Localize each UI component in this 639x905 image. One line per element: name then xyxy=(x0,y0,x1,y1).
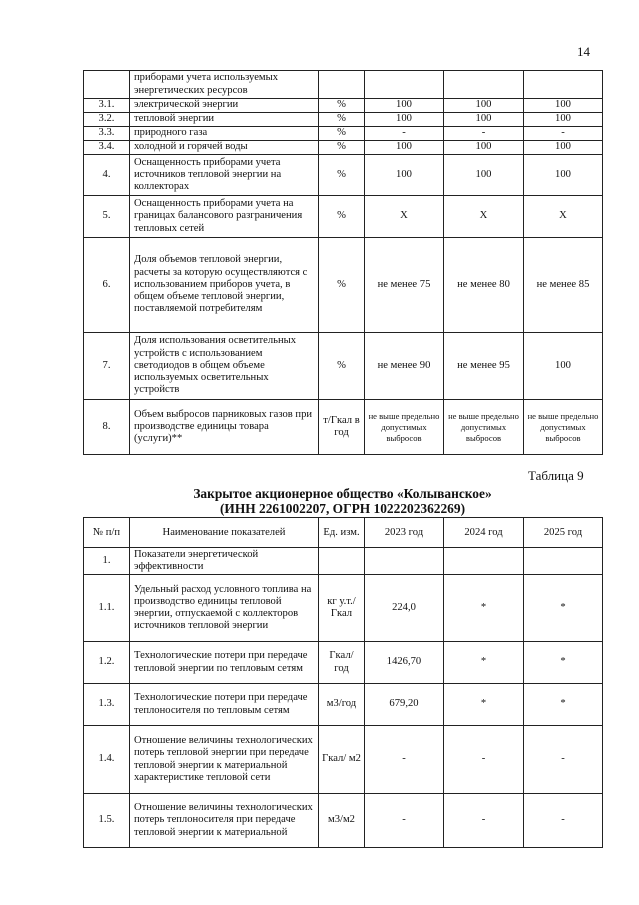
indicator-name: Объем выбросов парниковых газов при производстве единицы товара (услуги)** xyxy=(130,400,319,455)
unit-cell: % xyxy=(319,99,365,113)
table-row xyxy=(84,726,603,794)
value-2025: не менее 85 xyxy=(524,238,603,333)
value-2023: - xyxy=(365,726,444,794)
row-number: 8. xyxy=(84,400,130,455)
organization-title xyxy=(83,486,602,516)
table-row xyxy=(84,400,603,455)
value-2024 xyxy=(444,548,524,575)
value-2025: 100 xyxy=(524,113,603,127)
value-2025 xyxy=(524,71,603,99)
indicator-name: Оснащенность приборами учета источников тепловой энергии на коллекторах xyxy=(130,155,319,196)
indicator-name: тепловой энергии xyxy=(130,113,319,127)
organization-ids: (ИНН 2261002207, ОГРН 1022202362269) xyxy=(219,501,466,516)
header-unit: Ед. изм. xyxy=(319,518,365,548)
header-2023: 2023 год xyxy=(365,518,444,548)
value-2024: 100 xyxy=(444,141,524,155)
value-2024: 100 xyxy=(444,99,524,113)
value-2025: X xyxy=(524,196,603,238)
value-2024: * xyxy=(444,575,524,642)
indicator-name: Удельный расход условного топлива на производство единицы тепловой энергии, отпускаемой с коллекторов источников тепловой энергии xyxy=(130,575,319,642)
indicators-table-continued xyxy=(83,70,603,455)
indicator-name: Доля использования осветительных устройств с использованием светодиодов в общем объеме используемых осветительных устройств xyxy=(130,333,319,400)
unit-cell: % xyxy=(319,196,365,238)
value-2025: * xyxy=(524,684,603,726)
indicator-name: Технологические потери при передаче тепловой энергии по тепловым сетям xyxy=(130,642,319,684)
row-number: 1.2. xyxy=(84,642,130,684)
unit-cell xyxy=(319,548,365,575)
value-2023: не менее 75 xyxy=(365,238,444,333)
value-2024: не выше предельно допустимых выбросов xyxy=(444,400,524,455)
value-2024: - xyxy=(444,127,524,141)
indicator-name: электрической энергии xyxy=(130,99,319,113)
row-number: 3.4. xyxy=(84,141,130,155)
organization-name: Закрытое акционерное общество «Колыванское» xyxy=(193,486,492,501)
table-row xyxy=(84,155,603,196)
table-row xyxy=(84,141,603,155)
row-number: 3.1. xyxy=(84,99,130,113)
value-2023: 100 xyxy=(365,155,444,196)
value-2023: - xyxy=(365,794,444,848)
unit-cell: кг у.т./ Гкал xyxy=(319,575,365,642)
value-2025 xyxy=(524,548,603,575)
row-number: 3.3. xyxy=(84,127,130,141)
row-number: 4. xyxy=(84,155,130,196)
table-row xyxy=(84,684,603,726)
value-2023: 679,20 xyxy=(365,684,444,726)
value-2025: - xyxy=(524,794,603,848)
value-2024 xyxy=(444,71,524,99)
unit-cell: % xyxy=(319,155,365,196)
value-2023: 100 xyxy=(365,141,444,155)
header-num: № п/п xyxy=(84,518,130,548)
value-2024: X xyxy=(444,196,524,238)
table-row xyxy=(84,333,603,400)
value-2023: 1426,70 xyxy=(365,642,444,684)
row-number: 1.5. xyxy=(84,794,130,848)
value-2024: * xyxy=(444,684,524,726)
indicator-name: Технологические потери при передаче теплоносителя по тепловым сетям xyxy=(130,684,319,726)
page-number: 14 xyxy=(577,44,590,59)
table-row xyxy=(84,113,603,127)
value-2025: 100 xyxy=(524,155,603,196)
row-number: 1.1. xyxy=(84,575,130,642)
value-2025: - xyxy=(524,127,603,141)
row-number: 7. xyxy=(84,333,130,400)
value-2024: 100 xyxy=(444,113,524,127)
unit-cell: % xyxy=(319,113,365,127)
value-2025: 100 xyxy=(524,333,603,400)
indicators-table-9 xyxy=(83,517,603,848)
unit-cell: м3/м2 xyxy=(319,794,365,848)
unit-cell: м3/год xyxy=(319,684,365,726)
value-2023: - xyxy=(365,127,444,141)
value-2025: * xyxy=(524,575,603,642)
indicator-name: природного газа xyxy=(130,127,319,141)
row-number: 1. xyxy=(84,548,130,575)
header-2024: 2024 год xyxy=(444,518,524,548)
row-number: 6. xyxy=(84,238,130,333)
value-2025: * xyxy=(524,642,603,684)
table-header-row xyxy=(84,518,603,548)
row-number: 3.2. xyxy=(84,113,130,127)
table-row xyxy=(84,548,603,575)
value-2024: - xyxy=(444,726,524,794)
indicator-name: холодной и горячей воды xyxy=(130,141,319,155)
value-2023: X xyxy=(365,196,444,238)
value-2023 xyxy=(365,548,444,575)
indicator-name: Отношение величины технологических потерь тепловой энергии при передаче тепловой энергии к материальной характеристике тепловой сети xyxy=(130,726,319,794)
unit-cell xyxy=(319,71,365,99)
value-2025: 100 xyxy=(524,141,603,155)
unit-cell: т/Гкал в год xyxy=(319,400,365,455)
table-row xyxy=(84,238,603,333)
header-name: Наименование показателей xyxy=(130,518,319,548)
value-2023: 100 xyxy=(365,99,444,113)
table-caption: Таблица 9 xyxy=(528,468,584,483)
value-2024: не менее 95 xyxy=(444,333,524,400)
unit-cell: % xyxy=(319,127,365,141)
indicator-name: приборами учета используемых энергетических ресурсов xyxy=(130,71,319,99)
value-2024: не менее 80 xyxy=(444,238,524,333)
indicator-name: Оснащенность приборами учета на границах балансового разграничения тепловых сетей xyxy=(130,196,319,238)
unit-cell: % xyxy=(319,238,365,333)
row-number: 5. xyxy=(84,196,130,238)
unit-cell: Гкал/ м2 xyxy=(319,726,365,794)
value-2024: - xyxy=(444,794,524,848)
unit-cell: % xyxy=(319,141,365,155)
header-2025: 2025 год xyxy=(524,518,603,548)
value-2024: 100 xyxy=(444,155,524,196)
table-row xyxy=(84,196,603,238)
indicator-name: Показатели энергетической эффективности xyxy=(130,548,319,575)
table-row xyxy=(84,575,603,642)
value-2024: * xyxy=(444,642,524,684)
row-number: 1.4. xyxy=(84,726,130,794)
table-row xyxy=(84,642,603,684)
row-number: 1.3. xyxy=(84,684,130,726)
row-number xyxy=(84,71,130,99)
indicator-name: Отношение величины технологических потерь теплоносителя при передаче тепловой энергии к материальной xyxy=(130,794,319,848)
table-row xyxy=(84,794,603,848)
value-2023: 224,0 xyxy=(365,575,444,642)
indicator-name: Доля объемов тепловой энергии, расчеты за которую осуществляются с использованием приборов учета, в общем объеме тепловой энергии, поставляемой потребителям xyxy=(130,238,319,333)
value-2025: - xyxy=(524,726,603,794)
table-row xyxy=(84,99,603,113)
value-2023: не менее 90 xyxy=(365,333,444,400)
value-2023: не выше предельно допустимых выбросов xyxy=(365,400,444,455)
unit-cell: % xyxy=(319,333,365,400)
value-2023 xyxy=(365,71,444,99)
value-2025: 100 xyxy=(524,99,603,113)
value-2023: 100 xyxy=(365,113,444,127)
table-row xyxy=(84,71,603,99)
value-2025: не выше предельно допустимых выбросов xyxy=(524,400,603,455)
unit-cell: Гкал/ год xyxy=(319,642,365,684)
table-row xyxy=(84,127,603,141)
